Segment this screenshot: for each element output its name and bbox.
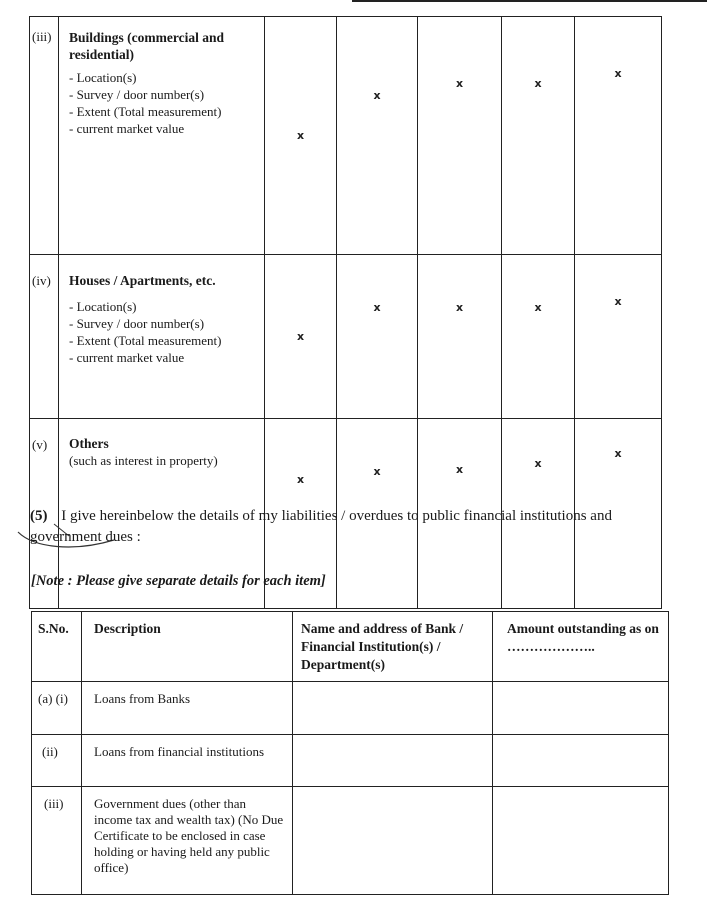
row-title: Houses / Apartments, etc.: [69, 273, 216, 288]
cross-mark: x: [575, 17, 662, 255]
row-title: Others: [69, 436, 109, 451]
row-item: - Extent (Total measurement): [69, 104, 222, 119]
cross-mark: x: [418, 419, 502, 609]
cross-mark: x: [337, 17, 418, 255]
cross-mark: x: [575, 255, 662, 419]
cross-mark: x: [575, 419, 662, 609]
cross-mark: x: [337, 255, 418, 419]
header-bank: Name and address of Bank / Financial Institution(s) / Department(s): [293, 612, 493, 682]
row-sno: (a) (i): [32, 682, 82, 735]
row-item: - Location(s): [69, 299, 137, 314]
section-5-paragraph: [30, 506, 675, 548]
row-bank: [293, 682, 493, 735]
header-description: Description: [82, 612, 293, 682]
row-number: (iii): [30, 17, 59, 255]
cross-mark: x: [337, 419, 418, 609]
table-row: [32, 735, 669, 787]
row-item: - Extent (Total measurement): [69, 333, 222, 348]
cross-mark: x: [265, 17, 337, 255]
row-description: [59, 255, 265, 419]
row-amount: [493, 787, 669, 895]
row-item: - Survey / door number(s): [69, 87, 205, 102]
row-item: - Survey / door number(s): [69, 316, 205, 331]
row-description: Government dues (other than income tax and wealth tax) (No Due Certificate to be enclosed in case holding or having held any public office): [82, 787, 293, 895]
row-item: - current market value: [69, 350, 185, 365]
row-title: Buildings (commercial and residential): [69, 30, 225, 62]
row-description: [59, 17, 265, 255]
liabilities-header-row: [32, 612, 669, 682]
row-bank: [293, 787, 493, 895]
header-sno: S.No.: [32, 612, 82, 682]
row-description: Loans from Banks: [82, 682, 293, 735]
liabilities-table: [31, 611, 669, 895]
cross-mark: x: [502, 419, 575, 609]
row-number: (iv): [30, 255, 59, 419]
row-subtitle: (such as interest in property): [69, 453, 218, 468]
top-rule: [352, 0, 707, 2]
row-sno: (ii): [32, 735, 82, 787]
row-sno: (iii): [32, 787, 82, 895]
note-text: [Note : Please give separate details for each item]: [31, 573, 326, 589]
cross-mark: x: [265, 419, 337, 609]
cross-mark: x: [418, 17, 502, 255]
row-item: - current market value: [69, 121, 185, 136]
header-amount: Amount outstanding as on ………………..: [493, 612, 669, 682]
cross-mark: x: [418, 255, 502, 419]
table-row: [32, 787, 669, 895]
property-row-buildings: [30, 17, 662, 255]
property-row-houses: [30, 255, 662, 419]
section-label: (5): [30, 508, 48, 524]
section-text: I give hereinbelow the details of my liabilities / overdues to public financial institutions and government dues :: [30, 508, 612, 545]
row-item: - Location(s): [69, 70, 137, 85]
row-bank: [293, 735, 493, 787]
cross-mark: x: [265, 255, 337, 419]
row-amount: [493, 735, 669, 787]
cross-mark: x: [502, 17, 575, 255]
row-description: Loans from financial institutions: [82, 735, 293, 787]
row-number: (v): [30, 419, 59, 609]
row-amount: [493, 682, 669, 735]
table-row: [32, 682, 669, 735]
cross-mark: x: [502, 255, 575, 419]
